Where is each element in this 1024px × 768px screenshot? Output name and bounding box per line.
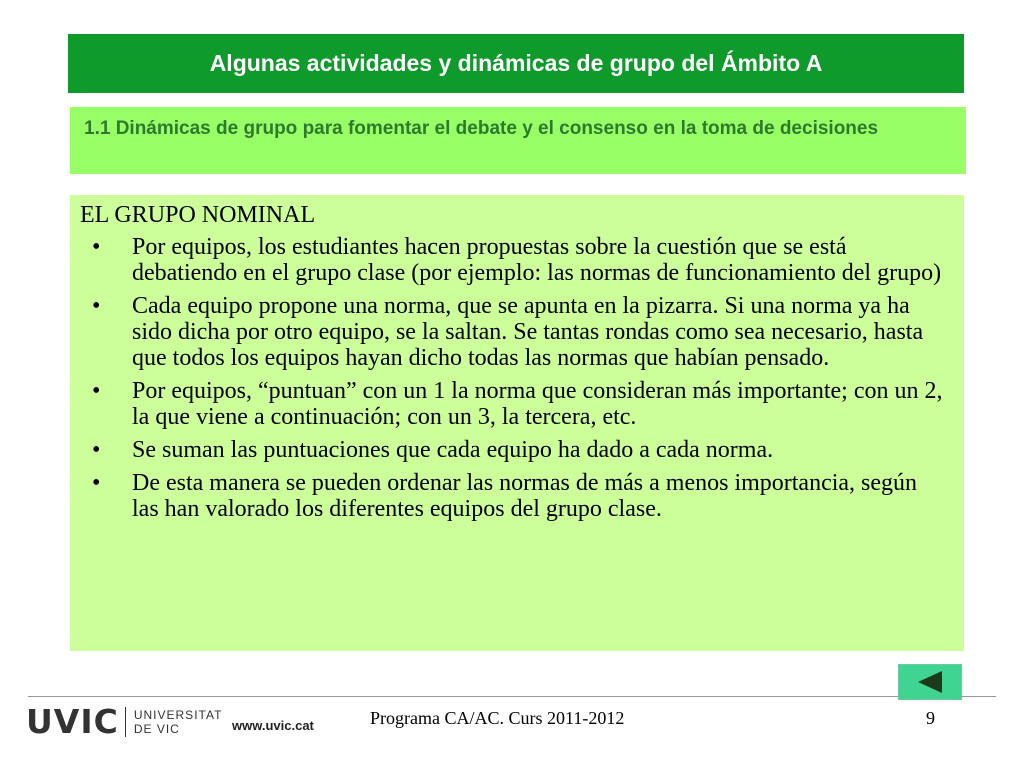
bullet-marker: • [92, 378, 101, 404]
bullet-text: Por equipos, “puntuan” con un 1 la norma que consideran más importante; con un 2, la que viene a continuación; con un 3, la tercera, etc. [132, 378, 943, 430]
logo-mark: UVIC [26, 702, 119, 741]
footer-divider-right [962, 696, 996, 697]
bullet-text: De esta manera se pueden ordenar las normas de más a menos importancia, según las han valorado los diferentes equipos del grupo clase. [132, 470, 918, 522]
title-bar [68, 34, 964, 93]
bullet-item [80, 293, 948, 371]
page-number: 9 [926, 708, 935, 728]
bullet-item [80, 378, 948, 430]
triangle-left-icon [915, 669, 945, 695]
program-label: Programa CA/AC. Curs 2011-2012 [370, 708, 625, 728]
bullet-marker: • [92, 234, 101, 260]
content-heading: EL GRUPO NOMINAL [80, 202, 316, 228]
slide-title: Algunas actividades y dinámicas de grupo del Ámbito A [209, 50, 823, 76]
uvic-logo [26, 704, 222, 740]
logo-text [134, 708, 223, 736]
back-button[interactable] [898, 664, 962, 700]
website-link[interactable]: www.uvic.cat [232, 718, 314, 733]
logo-line-2: DE VIC [133, 722, 180, 736]
slide-subtitle: 1.1 Dinámicas de grupo para fomentar el debate y el consenso en la toma de decisiones [84, 118, 879, 139]
bullet-list [80, 234, 948, 522]
bullet-item [80, 437, 948, 463]
bullet-text: Cada equipo propone una norma, que se apunta en la pizarra. Si una norma ya ha sido dicha por otro equipo, se la saltan. Se tantas rondas como sea necesario, hasta que todos los equipos hayan dicho todas las normas que habían pensado. [132, 293, 924, 371]
bullet-text: Se suman las puntuaciones que cada equipo ha dado a cada norma. [132, 437, 774, 463]
logo-line-1: UNIVERSITAT [133, 708, 223, 722]
bullet-marker: • [92, 470, 101, 496]
bullet-marker: • [92, 437, 101, 463]
content-box [70, 195, 964, 651]
bullet-marker: • [92, 293, 101, 319]
logo-separator [125, 707, 126, 737]
bullet-text: Por equipos, los estudiantes hacen propuestas sobre la cuestión que se está debatiendo en el grupo clase (por ejemplo: las normas de funcionamiento del grupo) [132, 234, 942, 286]
subtitle-bar [70, 107, 966, 174]
footer-divider [28, 696, 898, 697]
bullet-item [80, 234, 948, 286]
bullet-item [80, 470, 948, 522]
